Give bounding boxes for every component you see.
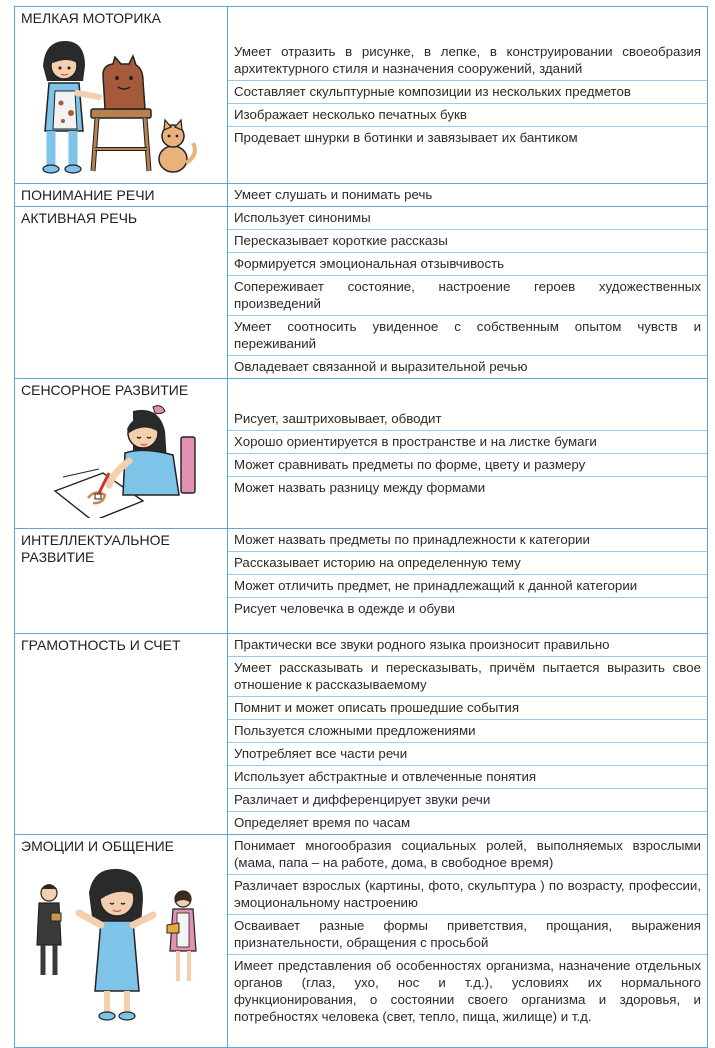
skill-item: Рисует человечка в одежде и обуви (234, 601, 455, 616)
skill-item: Использует абстрактные и отвлеченные понятия (228, 766, 707, 789)
skill-item: Может назвать разницу между формами (234, 480, 486, 495)
table-row (15, 184, 708, 207)
skill-item: Умеет слушать и понимать речь (234, 187, 433, 202)
skill-item: Различает и дифференцирует звуки речи (228, 789, 707, 812)
category-cell (15, 379, 228, 529)
skill-item: Рисует, заштриховывает, обводит (228, 408, 707, 431)
category-label: ПОНИМАНИЕ РЕЧИ (21, 187, 155, 203)
skills-list (228, 835, 707, 1047)
category-cell (15, 634, 228, 835)
category-label: ГРАМОТНОСТЬ И СЧЕТ (21, 637, 181, 653)
skill-item: Сопереживает состояние, настроение героев художественных произведений (228, 276, 707, 316)
skill-item: Умеет отразить в рисунке, в лепке, в конструировании своеобразия архитектурного стиля и назначения сооружений, зданий (228, 41, 707, 81)
girl-drawing-icon (33, 403, 203, 518)
skill-item: Хорошо ориентируется в пространстве и на листке бумаги (228, 431, 707, 454)
skills-cell (228, 634, 708, 835)
skills-list (228, 184, 707, 206)
skill-item: Может отличить предмет, не принадлежащий к данной категории (228, 575, 707, 598)
skill-item: Составляет скульптурные композиции из нескольких предметов (228, 81, 707, 104)
skill-item: Понимает многообразия социальных ролей, выполняемых взрослыми (мама, папа – на работе, дома, в свободное время) (228, 835, 707, 875)
development-table (14, 6, 708, 1048)
category-label: АКТИВНАЯ РЕЧЬ (21, 210, 138, 226)
category-cell (15, 835, 228, 1048)
skills-list (228, 634, 707, 834)
skills-list (228, 529, 707, 633)
girl-with-adults-icon (31, 863, 206, 1023)
skills-list (228, 207, 707, 378)
skill-item: Пользуется сложными предложениями (228, 720, 707, 743)
skill-item: Различает взрослых (картины, фото, скульптура ) по возрасту, профессии, эмоциональному настроению (228, 875, 707, 915)
skill-item: Изображает несколько печатных букв (228, 104, 707, 127)
skills-list (228, 7, 707, 183)
table-row (15, 207, 708, 379)
category-cell (15, 7, 228, 184)
skills-list (228, 379, 707, 528)
skill-item: Рассказывает историю на определенную тему (228, 552, 707, 575)
skill-item: Практически все звуки родного языка произносит правильно (228, 634, 707, 657)
skill-item: Может сравнивать предметы по форме, цвету и размеру (228, 454, 707, 477)
skill-item: Определяет время по часам (234, 815, 411, 830)
skill-item: Использует синонимы (228, 207, 707, 230)
category-label: ЭМОЦИИ И ОБЩЕНИЕ (21, 838, 174, 854)
table-row (15, 529, 708, 634)
category-cell (15, 529, 228, 634)
category-label: СЕНСОРНОЕ РАЗВИТИЕ (21, 382, 189, 398)
skill-item: Употребляет все части речи (228, 743, 707, 766)
skills-cell (228, 207, 708, 379)
skill-item: Может назвать предметы по принадлежности к категории (228, 529, 707, 552)
table-row (15, 379, 708, 529)
girl-sculpting-icon (33, 31, 203, 181)
development-table-page (14, 6, 707, 1030)
skills-cell (228, 7, 708, 184)
skill-item: Имеет представления об особенностях организма, назначение отдельных органов (глаз, ухо, нос и т.д.), условиях их нормального функционирования, о состоянии своего организма и здоровья, и потребностях человека (свет, тепло, пища, жилище) и т.д. (234, 958, 701, 1024)
skill-item: Умеет рассказывать и пересказывать, причём пытается выразить свое отношение к рассказываемому (228, 657, 707, 697)
category-label: ИНТЕЛЛЕКТУАЛЬНОЕ РАЗВИТИЕ (21, 532, 170, 565)
category-label: МЕЛКАЯ МОТОРИКА (21, 10, 161, 26)
skill-item: Осваивает разные формы приветствия, прощания, выражения признательности, обращения с просьбой (228, 915, 707, 955)
skill-item: Пересказывает короткие рассказы (228, 230, 707, 253)
skills-cell (228, 835, 708, 1048)
table-row (15, 7, 708, 184)
skill-item: Продевает шнурки в ботинки и завязывает их бантиком (234, 130, 578, 145)
skill-item: Умеет соотносить увиденное с собственным опытом чувств и переживаний (228, 316, 707, 356)
table-row (15, 835, 708, 1048)
skills-cell (228, 529, 708, 634)
skills-cell (228, 379, 708, 529)
skill-item: Формируется эмоциональная отзывчивость (228, 253, 707, 276)
category-cell (15, 184, 228, 207)
skill-item: Помнит и может описать прошедшие события (228, 697, 707, 720)
skills-cell (228, 184, 708, 207)
category-cell (15, 207, 228, 379)
skill-item: Овладевает связанной и выразительной речью (234, 359, 528, 374)
table-row (15, 634, 708, 835)
